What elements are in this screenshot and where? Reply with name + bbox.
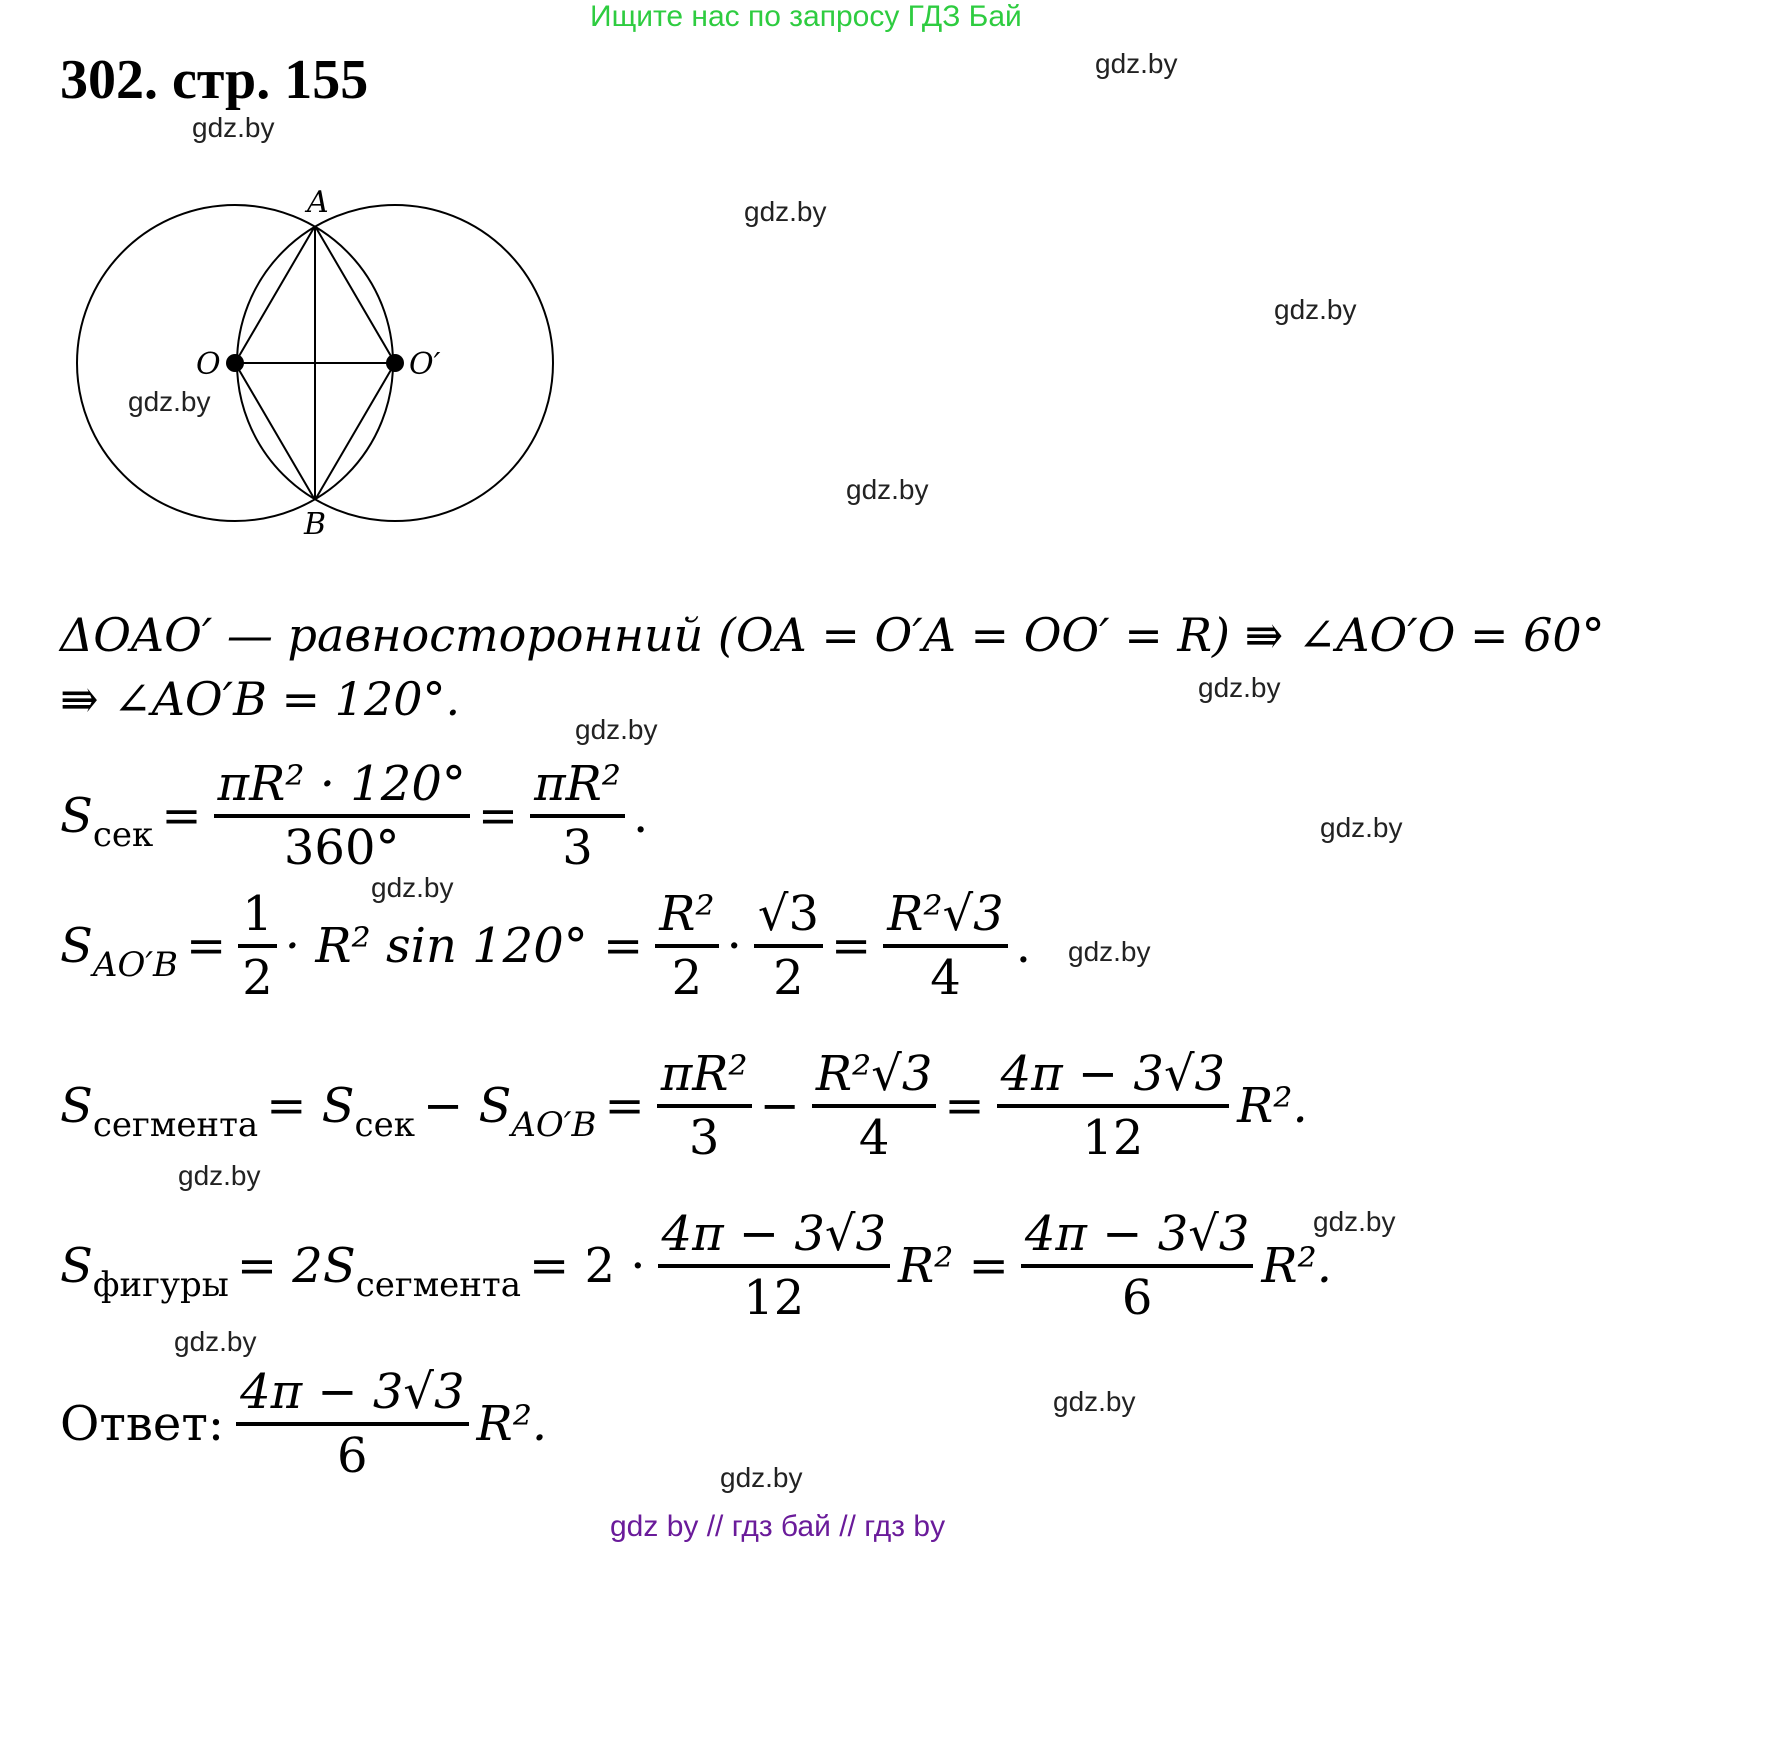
watermark: gdz.by: [1198, 672, 1281, 703]
answer-label: Ответ:: [60, 1396, 225, 1452]
fraction: $\frac{4\pi - 3√3}{12}$: [997, 1050, 1229, 1162]
fraction: $\frac{1}{2}$: [238, 890, 277, 1002]
watermark: gdz.by: [1320, 812, 1403, 843]
fraction: $\frac{\text{πR²}}{3}$: [530, 760, 625, 872]
watermark: gdz.by: [192, 112, 275, 143]
statement-line-2: ⇛ ∠AO′B = 120°.: [60, 672, 461, 726]
watermark: gdz.by: [371, 872, 454, 903]
watermark: gdz.by: [744, 196, 827, 227]
segment-OB: [235, 363, 315, 500]
watermark: gdz.by: [1313, 1206, 1396, 1237]
segment-O2B: [315, 363, 395, 500]
equation-triangle: $S_{AO'B}$ = $\frac{1}{2}$ · R² sin 120° = $\frac{\text{R²}}{2}$ · $\frac{√3}{2}$ = $\frac{\text{R²√3}}{4}$ .: [60, 886, 1031, 1006]
eq-lhs-sub: сек: [92, 815, 154, 855]
watermark: gdz.by: [1068, 936, 1151, 967]
equation-figure-area: $S_{фигуры}$ = $2S_{сегмента}$ = 2 · $\frac{4\pi - 3√3}{12}$ R² = $\frac{4\pi - 3√3}{6}$ R².: [60, 1206, 1333, 1326]
eq-lhs: S: [60, 788, 93, 844]
fraction: $\frac{\text{πR² · 120°}}{360^\circ}$: [214, 760, 470, 872]
fraction: $\frac{4\pi - 3√3}{6}$: [1021, 1210, 1253, 1322]
watermark: gdz.by: [1274, 294, 1357, 325]
answer: Ответ: $\frac{4\pi - 3√3}{6}$ R².: [60, 1364, 548, 1484]
watermark: gdz.by: [174, 1326, 257, 1357]
label-O-prime: O′: [409, 347, 441, 382]
watermark: gdz.by: [720, 1462, 803, 1493]
equation-segment: $S_{сегмента}$ = $S_{сек}$ − $S_{AO'B}$ = $\frac{\text{πR²}}{3}$ − $\frac{\text{R²√3}}{4}$ = $\frac{4\pi - 3√3}{12}$ R².: [60, 1046, 1308, 1166]
segment-OA: [235, 226, 315, 363]
fraction: $\frac{4\pi - 3√3}{6}$: [236, 1368, 468, 1480]
watermark: gdz.by: [178, 1160, 261, 1191]
fraction: $\frac{\text{R²√3}}{4}$: [883, 890, 1008, 1002]
fraction: $\frac{\text{πR²}}{3}$: [657, 1050, 752, 1162]
point-O2: [386, 354, 404, 372]
fraction: $\frac{√3}{2}$: [754, 890, 823, 1002]
page-title: 302. стр. 155: [60, 49, 369, 111]
segment-O2A: [315, 226, 395, 363]
fraction: $\frac{\text{R²}}{2}$: [655, 890, 718, 1002]
watermark: gdz.by: [575, 714, 658, 745]
watermark: gdz.by: [1095, 48, 1178, 79]
statement-line-1: ΔOAO′ — равносторонний (OA = O′A = OO′ = R) ⇛ ∠AO′O = 60°: [60, 608, 1605, 662]
watermark: gdz.by: [846, 474, 929, 505]
label-B: B: [304, 507, 327, 542]
label-A: A: [307, 185, 329, 220]
equation-sector: $S_{сек}$ = $\frac{\text{πR² · 120°}}{360^\circ}$ = $\frac{\text{πR²}}{3}$ .: [60, 756, 649, 876]
geometry-figure: [60, 180, 580, 550]
footer-links[interactable]: gdz by // гдз бай // гдз by: [610, 1510, 946, 1543]
point-O: [226, 354, 244, 372]
watermark: gdz.by: [128, 386, 211, 417]
top-banner: Ищите нас по запросу ГДЗ Бай: [590, 0, 1022, 33]
fraction: $\frac{\text{R²√3}}{4}$: [812, 1050, 937, 1162]
fraction: $\frac{4\pi - 3√3}{12}$: [658, 1210, 890, 1322]
label-O: O: [196, 347, 221, 382]
watermark: gdz.by: [1053, 1386, 1136, 1417]
